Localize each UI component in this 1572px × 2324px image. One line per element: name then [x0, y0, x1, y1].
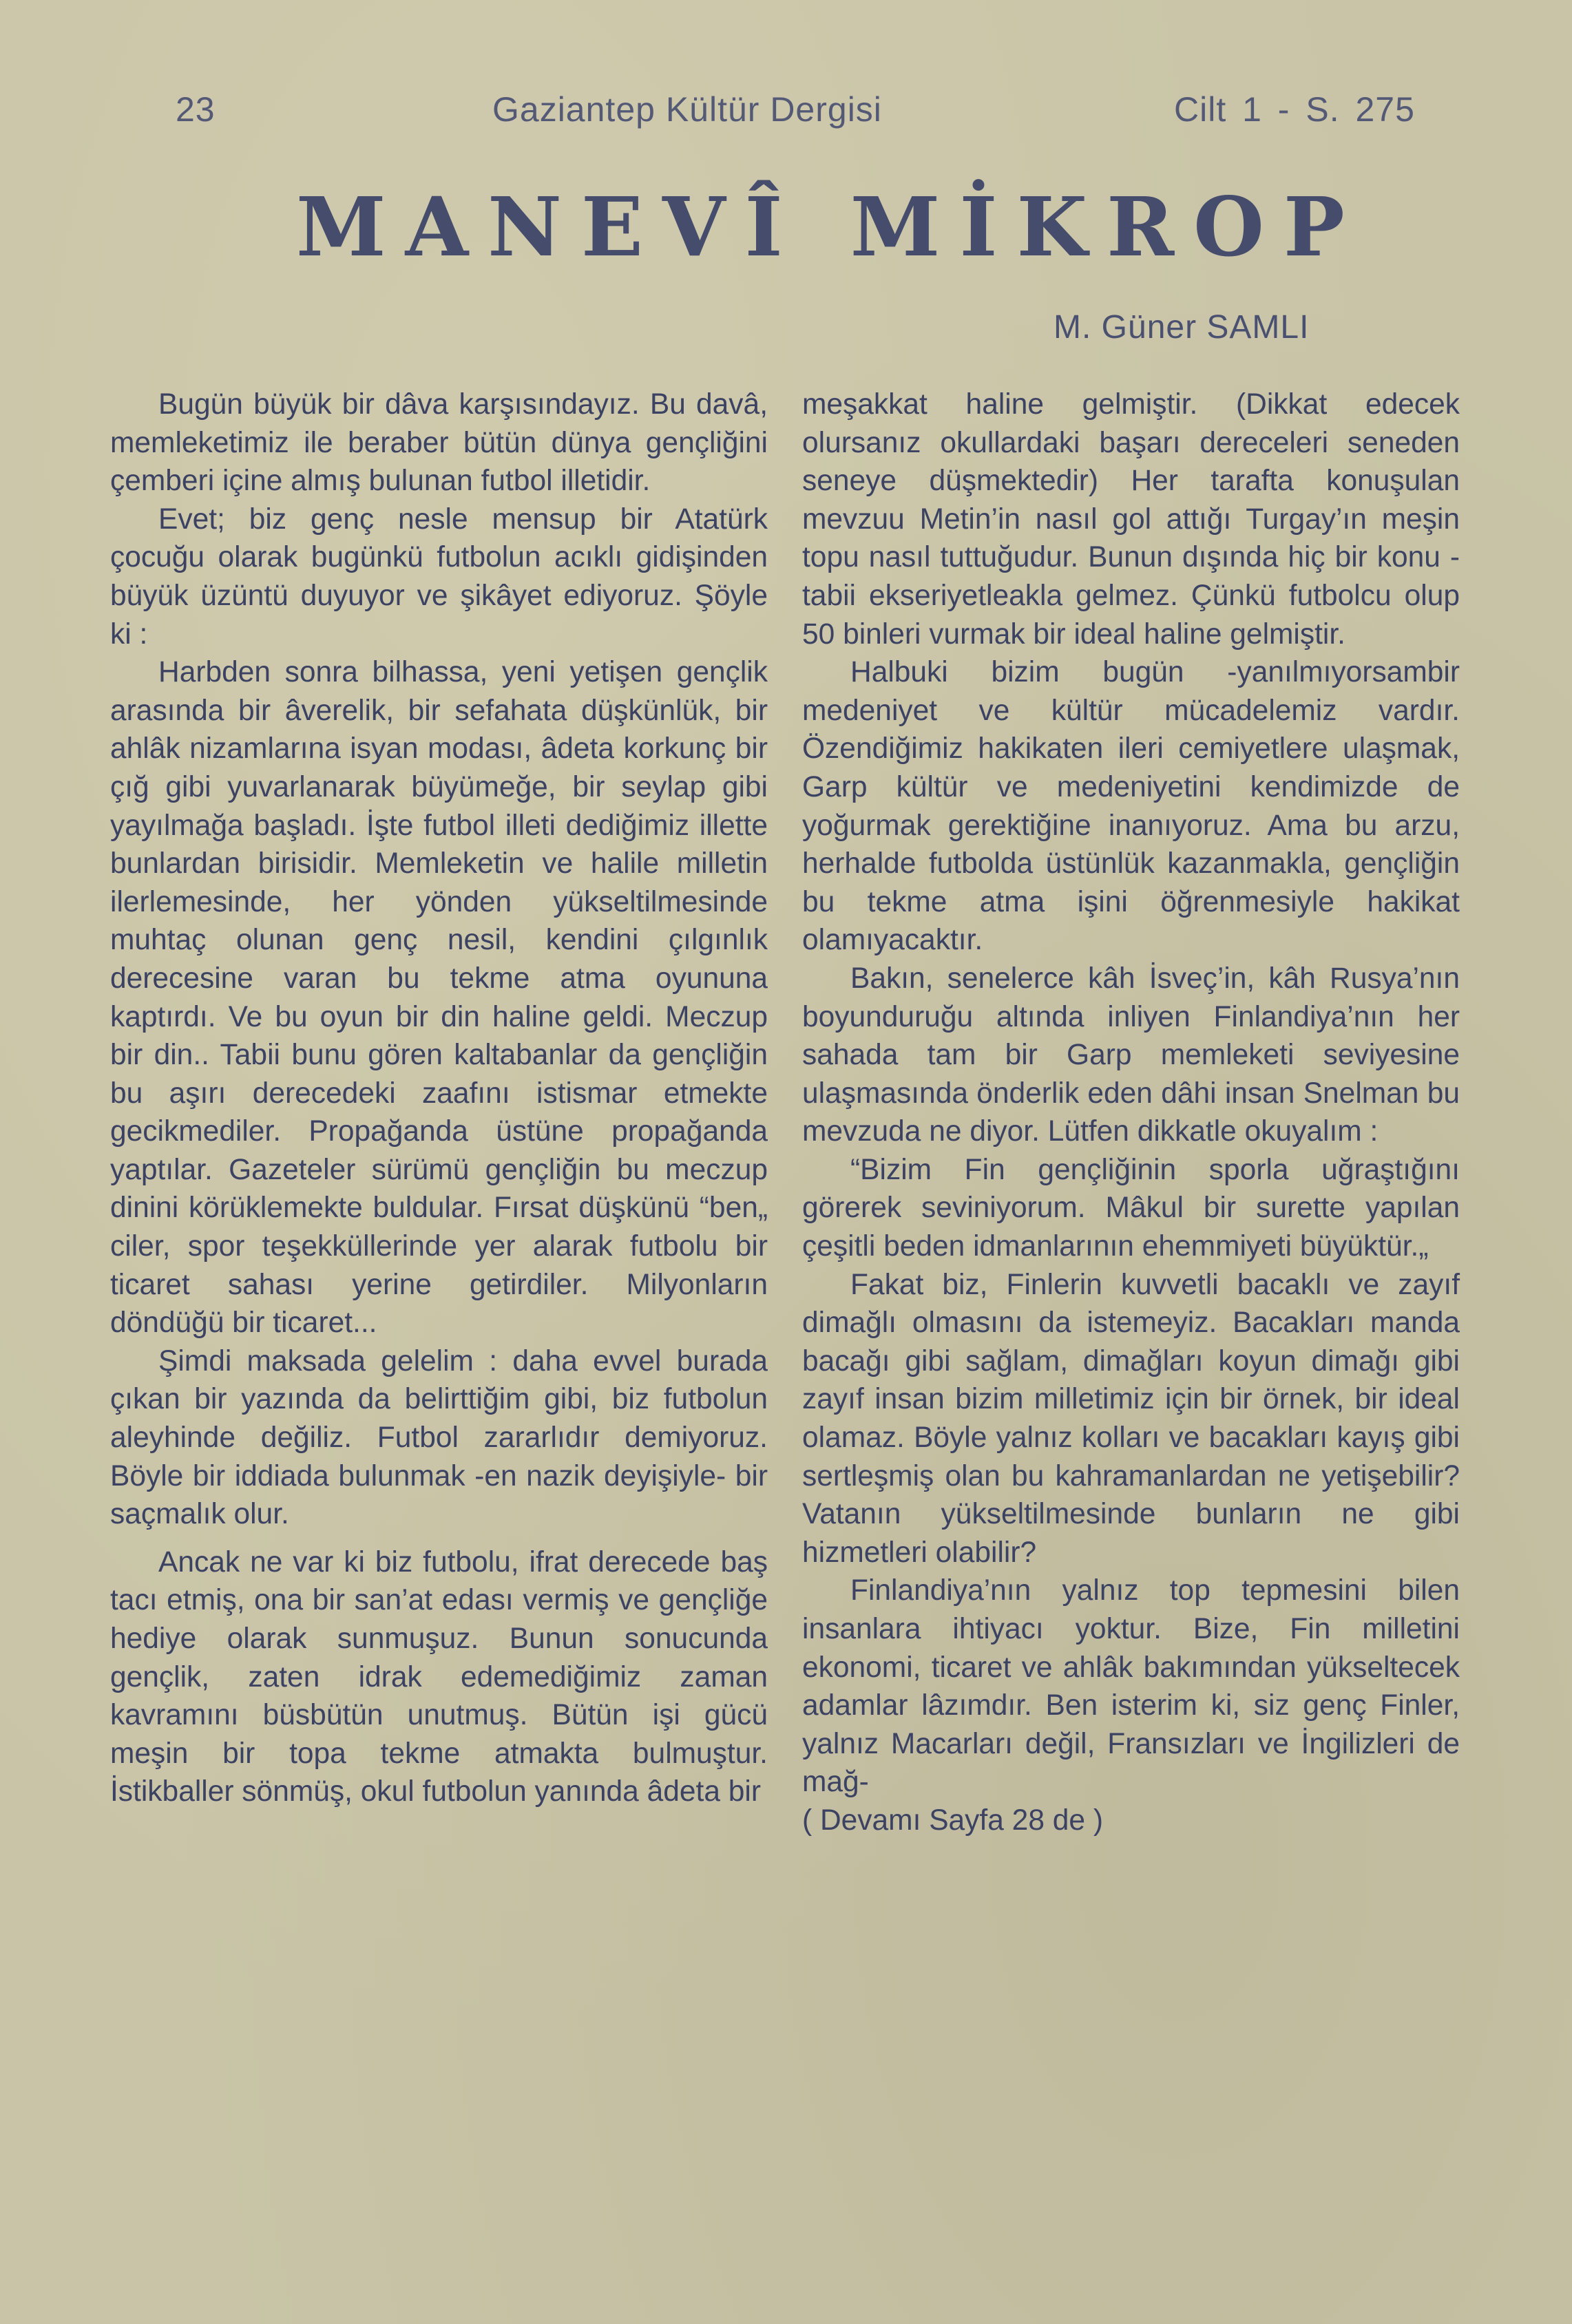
paragraph: Finlandiya’nın yalnız top tepmesini bilen insanlara ihtiyacı yoktur. Bize, Fin milletini ekonomi, ticaret ve ahlâk bakımından yükseltecek adamlar lâzımdır. Ben isterim ki, siz genç Finler, yalnız Macarları değil, Fransızları ve İngilizleri de mağ- — [802, 1574, 1460, 1799]
title-word-1: MANEVÎ — [296, 179, 802, 275]
paragraph: meşakkat haline gelmiştir. (Dikkat edecek olursanız okullardaki başarı dereceleri seneden seneye düşmektedir) Her tarafta konuşulan mevzuu Metin’in nasıl gol attığı Turgay’ın meşin topu nasıl tuttuğudur. Bunun dışında hiç bir konu -tabii ekseriyetleakla gelmez. Çünkü futbolcu olup 50 binleri vurmak bir ideal haline gelmiştir. — [802, 388, 1460, 651]
journal-name: Gaziantep Kültür Dergisi — [492, 90, 882, 129]
paragraph: Halbuki bizim bugün -yanılmıyorsambir medeniyet ve kültür mücadelemiz vardır. Özendiğimiz hakikaten ileri cemiyetlere ulaşmak, Garp kültür ve medeniyetini kendimizde de yoğurmak gerektiğine inanıyoruz. Ama bu arzu, herhalde futbolda üstünlük kazanmakla, gençliğin bu tekme atma işini öğrenmesiyle hakikat olamıyacaktır. — [802, 656, 1460, 957]
paragraph: Şimdi maksada gelelim : daha evvel burada çıkan bir yazında da belirttiğim gibi, biz futbolun aleyhinde değiliz. Futbol zararlıdır demiyoruz. Böyle bir iddiada bulunmak -en nazik deyişiyle- bir saçmalık olur. — [110, 1344, 768, 1531]
article-author: M. Güner SAMLI — [1054, 309, 1310, 346]
page-number: 23 — [176, 90, 216, 129]
article-title — [0, 179, 1572, 275]
paragraph: Harbden sonra bilhassa, yeni yetişen gençlik arasında bir âverelik, bir sefahata düşkünlük, bir ahlâk nizamlarına isyan modası, âdeta korkunç bir çığ gibi yuvarlanarak büyümeğe, bir seylap gibi yayılmağa başladı. İşte futbol illeti dediğimiz illette bunlardan birisidir. Memleketin ve halile milletin ilerlemesinde, her yönden yükseltilmesinde muhtaç olunan genç nesil, kendini çılgınlık derecesine varan bu tekme atma oyununa kaptırdı. Ve bu oyun bir din haline geldi. Meczup bir din.. Tabii bunu gören kaltabanlar da gençliğin bu aşırı derecedeki zaafını istismar etmekte gecikmediler. Propağanda üstüne propağanda yaptılar. Gazeteler sürümü gençliğin bu meczup dinini körüklemekte buldular. Fırsat düşkünü “ben„ ciler, spor teşekküllerinde yer alarak futbolu bir ticaret sahası yerine getirdiler. Milyonların döndüğü bir ticaret... — [110, 656, 768, 1340]
paragraph: Bakın, senelerce kâh İsveç’in, kâh Rusya’nın boyunduruğu altında inliyen Finlandiya’nın her sahada tam bir Garp memleketi seviyesine ulaşmasında önderlik eden dâhi insan Snelman bu mevzuda ne diyor. Lütfen dikkatle okuyalım : — [802, 962, 1460, 1148]
volume-issue: Cilt 1 - S. 275 — [1174, 90, 1415, 129]
right-column — [802, 385, 1460, 1840]
paragraph: Fakat biz, Finlerin kuvvetli bacaklı ve zayıf dimağlı olmasını da istemeyiz. Bacakları manda bacağı gibi sağlam, dimağları koyun dimağı gibi zayıf insan bizim milletimiz için bir örnek, bir ideal olamaz. Böyle yalnız kolları ve bacakları kayış gibi sertleşmiş olan bu kahramanlardan ne yetişebilir? Vatanın yükseltilmesinde bunların ne gibi hizmetleri olabilir? — [802, 1268, 1460, 1569]
paragraph: Evet; biz genç nesle mensup bir Atatürk çocuğu olarak bugünkü futbolun acıklı gidişinden büyük üzüntü duyuyor ve şikâyet ediyoruz. Şöyle ki : — [110, 503, 768, 651]
paragraph: Bugün büyük bir dâva karşısındayız. Bu davâ, memleketimiz ile beraber bütün dünya gençliğini çemberi içine almış bulunan futbol illetidir. — [110, 388, 768, 498]
continued-note: ( Devamı Sayfa 28 de ) — [802, 1804, 1103, 1837]
title-word-2: MİKROP — [850, 179, 1364, 275]
paragraph: “Bizim Fin gençliğinin sporla uğraştığını görerek seviniyorum. Mâkul bir surette yapılan çeşitli beden idmanlarının ehemmiyeti büyüktür.„ — [802, 1153, 1460, 1263]
left-column — [110, 385, 768, 1811]
paragraph: Ancak ne var ki biz futbolu, ifrat derecede baş tacı etmiş, ona bir san’at edası vermiş ve gençliğe hediye olarak sunmuşuz. Bunun sonucunda gençlik, zaten idrak edemediğimiz zaman kavramını büsbütün unutmuş. Bütün işi gücü meşin bir topa tekme atmakta bulmuştur. İstikballer sönmüş, okul futbolun yanında âdeta bir — [110, 1545, 768, 1808]
page-header — [0, 89, 1572, 145]
